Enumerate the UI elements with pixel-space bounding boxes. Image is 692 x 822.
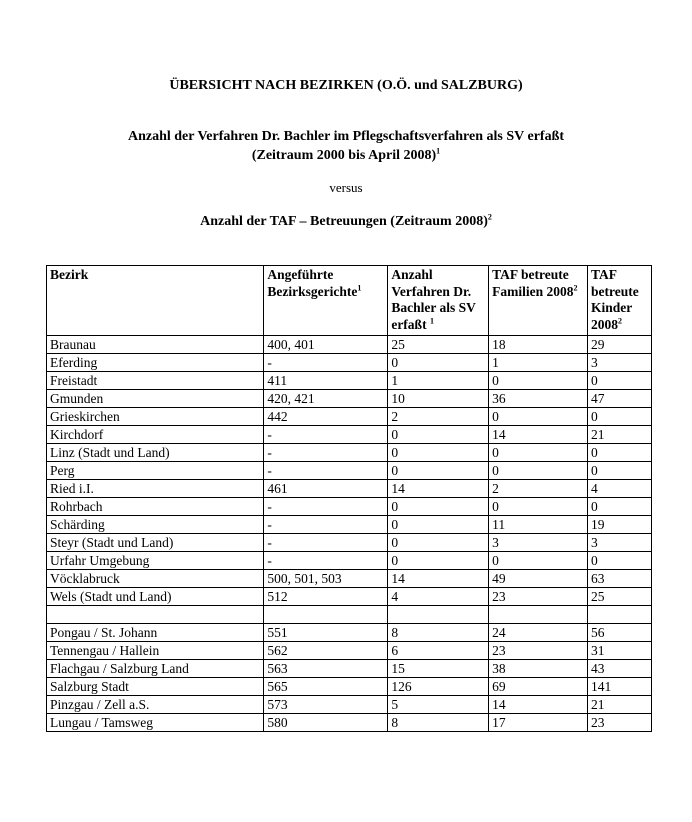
table-row [47,354,652,372]
table-row [47,642,652,660]
cell-kinder: 3 [588,354,652,372]
cell-kinder: 47 [588,390,652,408]
cell-bezirk: Tennengau / Hallein [47,642,264,660]
cell-familien: 1 [489,354,588,372]
cell-bezirk: Pongau / St. Johann [47,624,264,642]
cell-familien: 0 [489,498,588,516]
cell-gerichte: 420, 421 [264,390,388,408]
cell-familien: 36 [489,390,588,408]
cell-kinder: 0 [588,408,652,426]
cell-kinder: 21 [588,426,652,444]
cell-familien: 24 [489,624,588,642]
cell-gerichte: 563 [264,660,388,678]
footnote-mark: 1 [429,316,434,325]
cell-bezirk: Linz (Stadt und Land) [47,444,264,462]
cell-kinder: 29 [588,336,652,354]
cell-kinder: 43 [588,660,652,678]
cell-gerichte: - [264,462,388,480]
cell-gerichte: 411 [264,372,388,390]
cell-familien: 14 [489,426,588,444]
header-kinder [588,266,652,336]
cell-verfahren: 0 [388,498,489,516]
cell-verfahren: 0 [388,354,489,372]
cell-bezirk: Flachgau / Salzburg Land [47,660,264,678]
cell-gerichte: 551 [264,624,388,642]
page-title: ÜBERSICHT NACH BEZIRKEN (O.Ö. und SALZBURG) [169,78,523,93]
subtitle-line-3 [0,214,692,230]
cell-kinder: 0 [588,498,652,516]
cell-verfahren: 14 [388,570,489,588]
table-header-row [47,266,652,336]
cell-gerichte: 580 [264,714,388,732]
cell-gerichte: - [264,498,388,516]
cell-familien: 2 [489,480,588,498]
cell-familien: 0 [489,552,588,570]
table-row [47,390,652,408]
cell-kinder: 0 [588,462,652,480]
table-row [47,480,652,498]
cell-verfahren: 15 [388,660,489,678]
header-familien-text: TAF betreute Familien 2008 [492,267,574,299]
table-row [47,462,652,480]
header-kinder-text: TAF betreute Kinder 2008 [591,267,639,332]
cell-bezirk: Freistadt [47,372,264,390]
cell-verfahren [388,606,489,624]
cell-gerichte: 400, 401 [264,336,388,354]
cell-bezirk [47,606,264,624]
cell-gerichte [264,606,388,624]
cell-familien: 0 [489,462,588,480]
cell-verfahren: 8 [388,624,489,642]
cell-verfahren: 0 [388,462,489,480]
footnote-mark: 1 [436,146,441,156]
subtitle-line-2 [0,148,692,164]
table-body [47,336,652,732]
table-row [47,606,652,624]
cell-verfahren: 8 [388,714,489,732]
cell-bezirk: Pinzgau / Zell a.S. [47,696,264,714]
cell-familien: 69 [489,678,588,696]
district-table [46,265,652,732]
cell-gerichte: 573 [264,696,388,714]
cell-bezirk: Rohrbach [47,498,264,516]
header-gerichte-text: Angeführte Bezirksgerichte [267,267,358,299]
header-verfahren-text: Anzahl Verfahren Dr. Bachler als SV erfaßt [391,267,476,332]
cell-verfahren: 14 [388,480,489,498]
cell-gerichte: 565 [264,678,388,696]
cell-familien: 0 [489,408,588,426]
cell-kinder: 141 [588,678,652,696]
cell-verfahren: 6 [388,642,489,660]
cell-gerichte: - [264,516,388,534]
cell-gerichte: 500, 501, 503 [264,570,388,588]
cell-bezirk: Kirchdorf [47,426,264,444]
cell-gerichte: - [264,426,388,444]
cell-kinder: 0 [588,372,652,390]
cell-kinder: 63 [588,570,652,588]
cell-verfahren: 10 [388,390,489,408]
cell-kinder: 21 [588,696,652,714]
cell-gerichte: - [264,354,388,372]
table-row [47,498,652,516]
table-row [47,426,652,444]
cell-kinder: 31 [588,642,652,660]
cell-bezirk: Lungau / Tamsweg [47,714,264,732]
cell-verfahren: 0 [388,552,489,570]
table-row [47,336,652,354]
table-row [47,570,652,588]
cell-kinder: 23 [588,714,652,732]
cell-kinder: 56 [588,624,652,642]
cell-verfahren: 126 [388,678,489,696]
footnote-mark: 2 [618,316,622,325]
cell-bezirk: Salzburg Stadt [47,678,264,696]
cell-bezirk: Schärding [47,516,264,534]
table-row [47,714,652,732]
cell-bezirk: Vöcklabruck [47,570,264,588]
cell-bezirk: Wels (Stadt und Land) [47,588,264,606]
cell-verfahren: 25 [388,336,489,354]
cell-kinder: 19 [588,516,652,534]
cell-familien: 17 [489,714,588,732]
cell-verfahren: 1 [388,372,489,390]
cell-familien: 0 [489,444,588,462]
footnote-mark: 2 [573,283,578,292]
cell-familien: 49 [489,570,588,588]
cell-verfahren: 0 [388,534,489,552]
cell-gerichte: - [264,444,388,462]
cell-bezirk: Eferding [47,354,264,372]
cell-kinder [588,606,652,624]
cell-kinder: 0 [588,444,652,462]
cell-familien: 38 [489,660,588,678]
cell-bezirk: Ried i.I. [47,480,264,498]
cell-verfahren: 0 [388,516,489,534]
footnote-mark: 1 [357,283,362,292]
table-row [47,372,652,390]
table-row [47,588,652,606]
cell-familien: 23 [489,642,588,660]
cell-gerichte: 442 [264,408,388,426]
cell-familien: 23 [489,588,588,606]
cell-familien: 11 [489,516,588,534]
cell-bezirk: Steyr (Stadt und Land) [47,534,264,552]
cell-verfahren: 5 [388,696,489,714]
header-familien [489,266,588,336]
cell-bezirk: Perg [47,462,264,480]
table-row [47,534,652,552]
cell-kinder: 3 [588,534,652,552]
table-row [47,696,652,714]
cell-familien [489,606,588,624]
table-row [47,444,652,462]
cell-bezirk: Gmunden [47,390,264,408]
cell-gerichte: 512 [264,588,388,606]
table-row [47,624,652,642]
subtitle-line-1: Anzahl der Verfahren Dr. Bachler im Pflegschaftsverfahren als SV erfaßt [127,129,565,144]
cell-kinder: 25 [588,588,652,606]
cell-gerichte: - [264,552,388,570]
table-row [47,678,652,696]
cell-bezirk: Grieskirchen [47,408,264,426]
cell-verfahren: 4 [388,588,489,606]
cell-bezirk: Braunau [47,336,264,354]
subtitle-line-2-text: (Zeitraum 2000 bis April 2008) [251,148,437,163]
cell-familien: 14 [489,696,588,714]
header-gerichte [264,266,388,336]
cell-kinder: 0 [588,552,652,570]
cell-gerichte: 562 [264,642,388,660]
cell-verfahren: 0 [388,444,489,462]
table-row [47,408,652,426]
cell-gerichte: 461 [264,480,388,498]
cell-kinder: 4 [588,480,652,498]
versus-text: versus [329,180,363,195]
cell-bezirk: Urfahr Umgebung [47,552,264,570]
cell-verfahren: 0 [388,426,489,444]
cell-familien: 0 [489,372,588,390]
table-row [47,552,652,570]
footnote-mark: 2 [487,212,492,222]
header-bezirk: Bezirk [47,266,264,336]
cell-familien: 3 [489,534,588,552]
table-row [47,516,652,534]
header-verfahren [388,266,489,336]
cell-familien: 18 [489,336,588,354]
cell-verfahren: 2 [388,408,489,426]
table-row [47,660,652,678]
subtitle-line-3-text: Anzahl der TAF – Betreuungen (Zeitraum 2008) [200,214,488,229]
cell-gerichte: - [264,534,388,552]
